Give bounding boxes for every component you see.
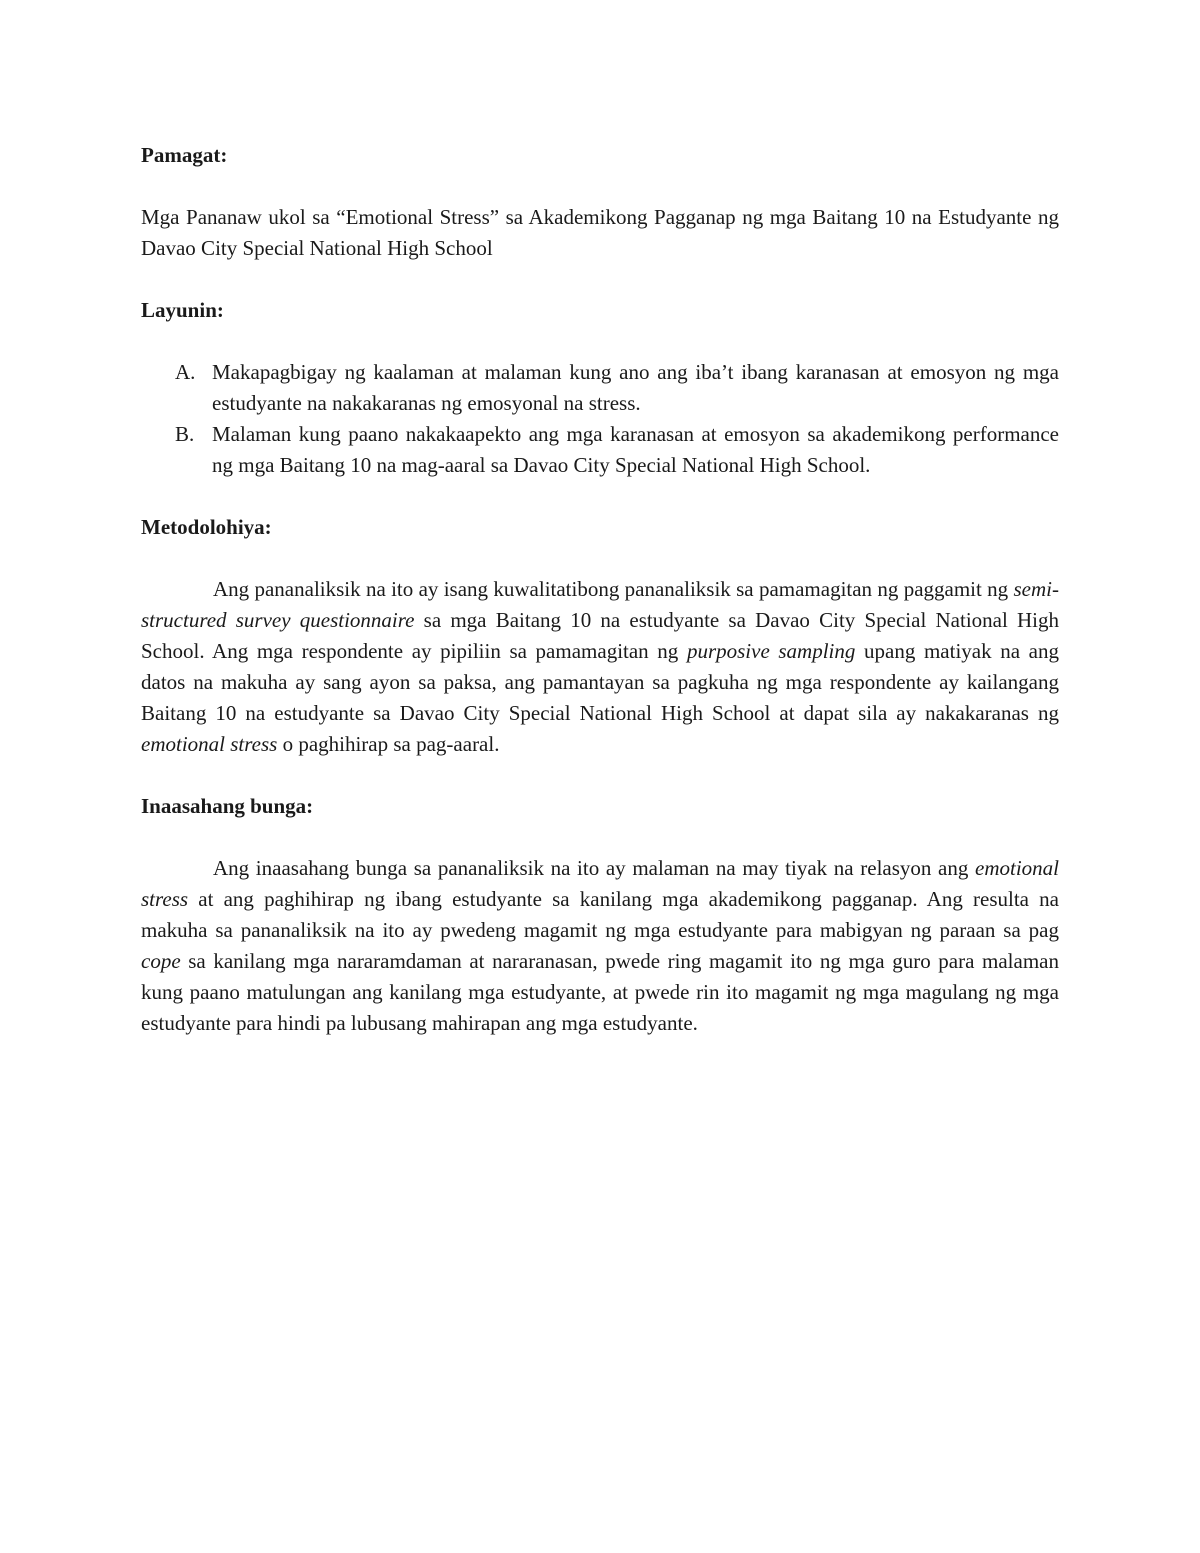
title-heading: Pamagat: — [141, 143, 228, 167]
objective-marker: B. — [175, 422, 195, 446]
methodology-text-1: Ang pananaliksik na ito ay isang kuwalitatibong pananaliksik sa pamamagitan ng paggamit ng — [213, 577, 1014, 601]
methodology-text-2: sa mga Baitang 10 na estudyante sa Davao City Special National High School. Ang mga respondente ay pipiliin sa pamamagitan ng — [141, 608, 1059, 663]
methodology-italic-2: purposive sampling — [686, 639, 856, 663]
expected-italic-2: cope — [141, 949, 181, 973]
expected-paragraph — [141, 853, 1059, 1039]
expected-text-3: sa kanilang mga nararamdaman at nararanasan, pwede ring magamit ito ng mga guro para malaman kung paano matulungan ang kanilang mga estudyante, at pwede rin ito magamit ng mga magulang ng mga estudyante para hindi pa lubusang mahirapan ang mga estudyante. — [141, 949, 1059, 1035]
methodology-paragraph — [141, 574, 1059, 760]
methodology-italic-3: emotional stress — [141, 732, 278, 756]
title-text: Mga Pananaw ukol sa “Emotional Stress” sa Akademikong Pagganap ng mga Baitang 10 na Estudyante ng Davao City Special National High School — [141, 205, 1059, 260]
document-page — [141, 140, 1059, 1039]
objectives-list — [141, 357, 1059, 481]
expected-italic-1: emotional stress — [141, 856, 1059, 911]
objective-item — [141, 357, 1059, 419]
objectives-heading: Layunin: — [141, 298, 224, 322]
methodology-italic-1: semi-structured survey questionnaire — [141, 577, 1059, 632]
objective-text: Malaman kung paano nakakaapekto ang mga karanasan at emosyon sa akademikong performance ng mga Baitang 10 na mag-aaral sa Davao City Special National High School. — [212, 422, 1059, 477]
objective-marker: A. — [175, 360, 196, 384]
methodology-heading: Metodolohiya: — [141, 515, 272, 539]
objective-item — [141, 419, 1059, 481]
expected-heading: Inaasahang bunga: — [141, 794, 314, 818]
objective-text: Makapagbigay ng kaalaman at malaman kung ano ang iba’t ibang karanasan at emosyon ng mga estudyante na nakakaranas ng emosyonal na stress. — [212, 360, 1059, 415]
methodology-text-3: upang matiyak na ang datos na makuha ay sang ayon sa paksa, ang pamantayan sa pagkuha ng mga respondente ay kailangang Baitang 10 na estudyante sa Davao City Special National High School at dapat sila ay nakakaranas ng — [141, 639, 1059, 725]
methodology-text-4: o paghihirap sa pag-aaral. — [277, 732, 500, 756]
expected-text-2: at ang paghihirap ng ibang estudyante sa kanilang mga akademikong pagganap. Ang resulta na makuha sa pananaliksik na ito ay pwedeng magamit ng mga estudyante para mabigyan ng paraan sa pag — [141, 887, 1059, 942]
expected-text-1: Ang inaasahang bunga sa pananaliksik na ito ay malaman na may tiyak na relasyon ang — [213, 856, 975, 880]
